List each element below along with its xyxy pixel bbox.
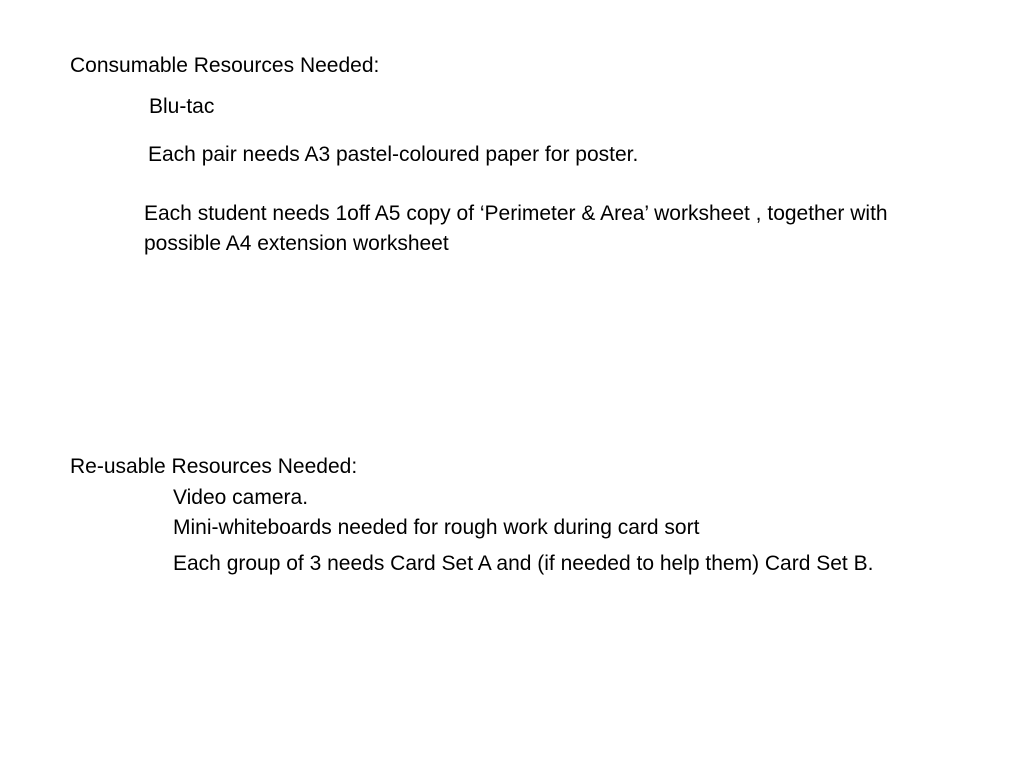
reusable-item-mini-whiteboards: Mini-whiteboards needed for rough work during card sort [173,516,700,539]
consumable-item-poster-paper: Each pair needs A3 pastel-coloured paper for poster. [148,143,639,166]
consumable-item-worksheet: Each student needs 1off A5 copy of ‘Perimeter & Area’ worksheet , together with possible A4 extension worksheet [144,202,888,255]
reusable-item-video-camera: Video camera. [173,486,309,509]
reusable-item-card-sets: Each group of 3 needs Card Set A and (if needed to help them) Card Set B. [173,552,874,575]
consumable-resources-heading: Consumable Resources Needed: [70,54,380,77]
consumable-item-blu-tac: Blu-tac [149,95,215,118]
reusable-resources-heading: Re-usable Resources Needed: [70,455,358,478]
